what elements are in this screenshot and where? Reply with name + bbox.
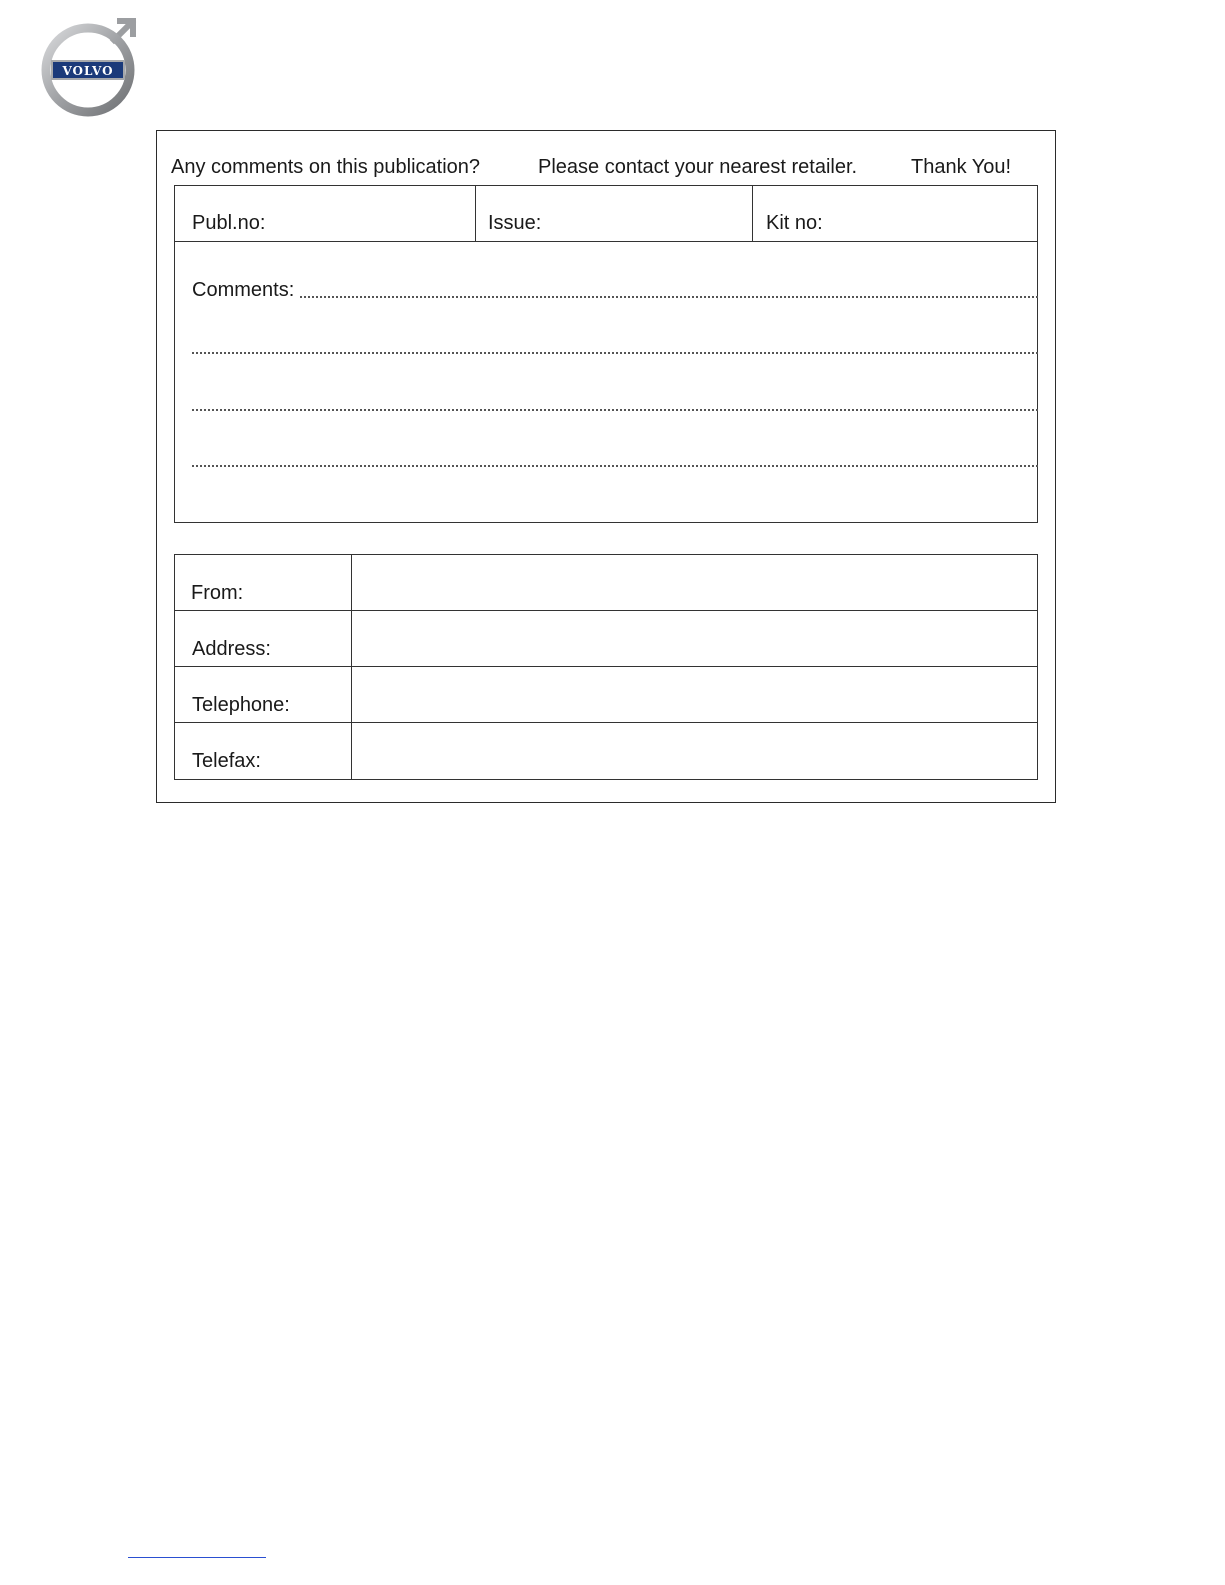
publ-no-field[interactable]: Publ.no: (192, 212, 266, 234)
telephone-label: Telephone: (192, 694, 290, 716)
header-thanks: Thank You! (911, 156, 1012, 178)
from-label: From: (191, 582, 244, 604)
comments-line-4[interactable] (192, 465, 1038, 467)
sender-label-divider (351, 554, 352, 780)
address-label: Address: (192, 638, 271, 660)
sender-row-divider-1 (174, 610, 1038, 611)
info-row-divider (174, 241, 1038, 242)
issue-kit-divider (752, 185, 753, 242)
header-question: Any comments on this publication? (171, 156, 481, 178)
sender-row-divider-3 (174, 722, 1038, 723)
issue-field[interactable]: Issue: (488, 212, 542, 234)
telefax-input[interactable] (353, 724, 1036, 778)
address-input[interactable] (353, 612, 1036, 665)
from-input[interactable] (353, 556, 1036, 609)
comments-line-3[interactable] (192, 409, 1038, 411)
telephone-input[interactable] (353, 668, 1036, 721)
comments-line-2[interactable] (192, 352, 1038, 354)
footer-link-underline (128, 1557, 266, 1558)
header-contact: Please contact your nearest retailer. (538, 156, 858, 178)
publ-issue-divider (475, 185, 476, 242)
kit-no-field[interactable]: Kit no: (766, 212, 823, 234)
sender-row-divider-2 (174, 666, 1038, 667)
comments-label: Comments: (192, 279, 295, 301)
volvo-logo-mark (36, 18, 140, 122)
svg-text:VOLVO: VOLVO (62, 64, 114, 78)
comments-line-1[interactable] (300, 296, 1038, 298)
volvo-logo (36, 18, 140, 122)
publication-form-box (174, 185, 1038, 523)
telefax-label: Telefax: (192, 750, 261, 772)
